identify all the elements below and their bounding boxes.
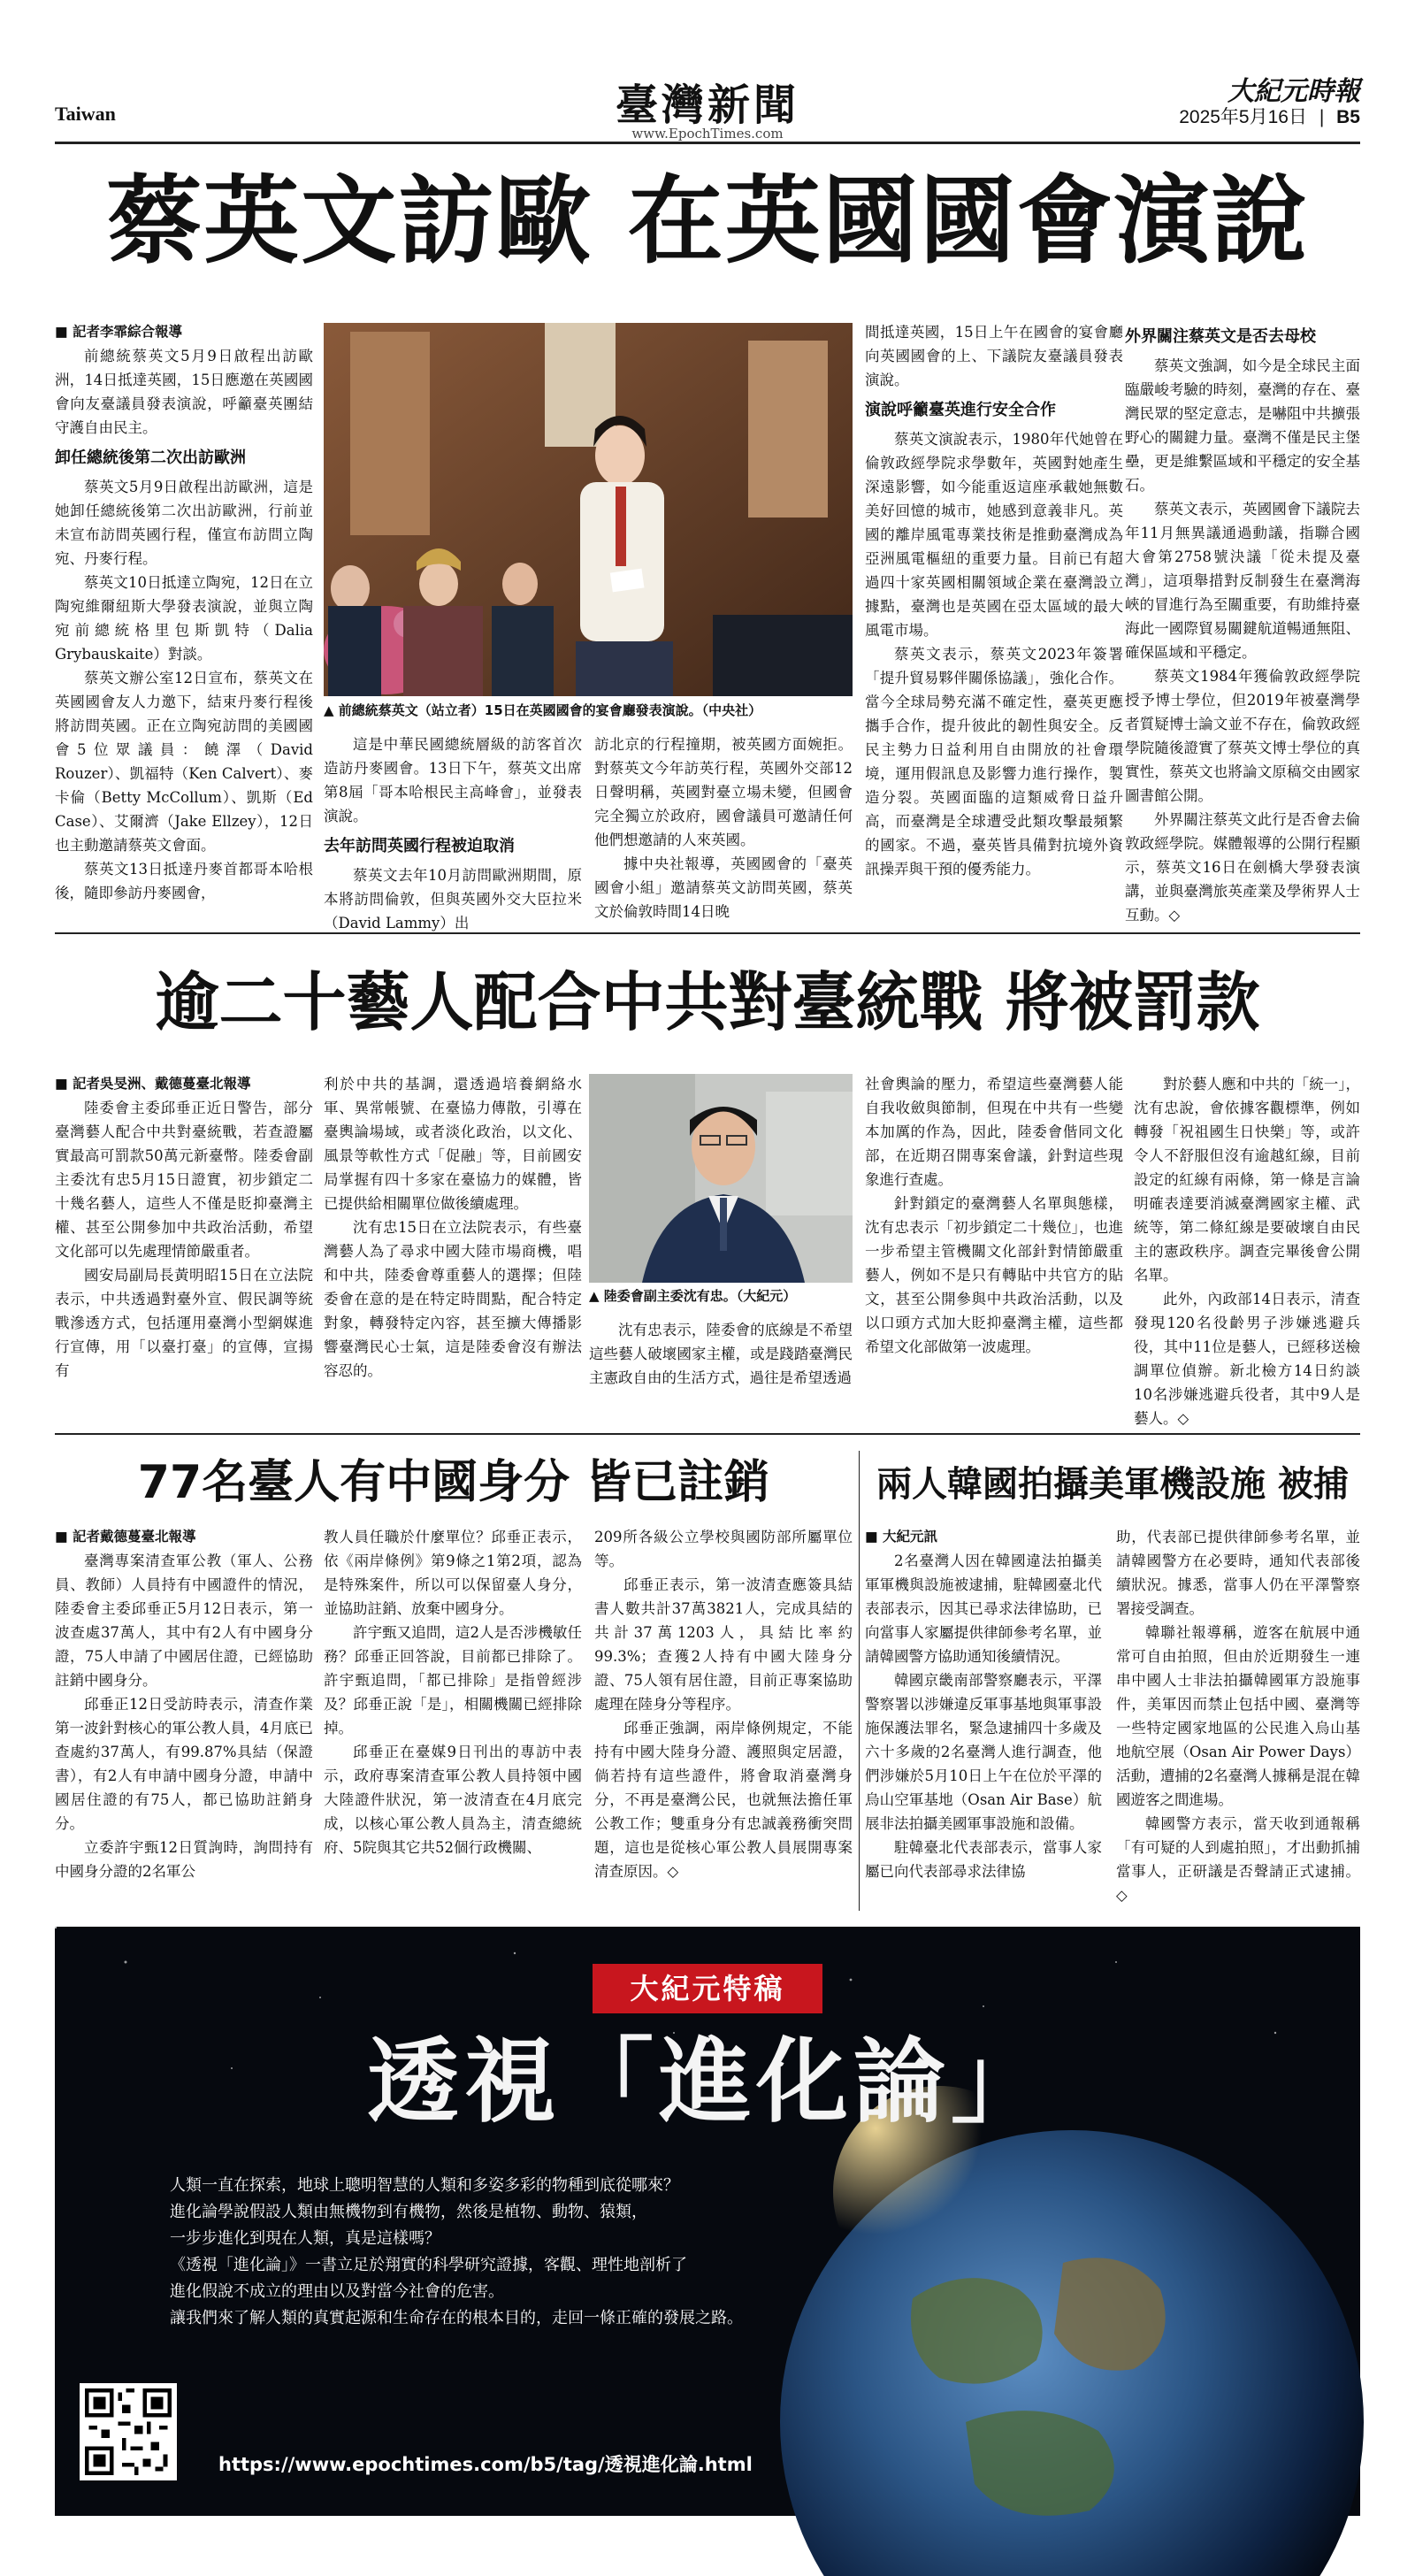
paragraph: 韓聯社報導稱，遊客在航展中通常可自由拍照，但由於近期發生一連串中國人士非法拍攝韓國軍方設施事件，美軍因而禁止包括中國、臺灣等一些特定國家地區的公民進入烏山基地航空展（Osan Air Power Days）活動，遭捕的2名臺灣人據稱是混在韓國遊客之間進場。 [1116, 1624, 1360, 1808]
article1-col2 [324, 732, 582, 932]
article1-col3 [594, 732, 853, 922]
byline: ■ 大紀元訊 [865, 1529, 938, 1545]
article1-col1 [55, 320, 313, 922]
banner-badge: 大紀元特稿 [593, 1964, 822, 2013]
paragraph: 邱垂正12日受訪時表示，清查作業第一波針對核心的軍公教人員，4月底已查處約37萬人，有99.87%具結（保證書），有2人有申請中國身分證，申請中國居住證的有75人，都已協助註銷身分。 [55, 1696, 313, 1832]
paragraph: 蔡英文1984年獲倫敦政經學院授予博士學位，但2019年被臺灣學者質疑博士論文並不存在，倫敦政經學院隨後證實了蔡英文博士學位的真實性，蔡英文也將論文原稿交由國家圖書館公開。 [1125, 668, 1360, 804]
banner-title: 透視「進化論」 [366, 2028, 1048, 2135]
banner-line: 《透視「進化論」》一書立足於翔實的科學研究證據，客觀、理性地剖析了 [170, 2256, 687, 2274]
date: 2025年5月16日 [1179, 107, 1307, 127]
subhead: 去年訪問英國行程被迫取消 [324, 837, 515, 855]
paragraph: 蔡英文10日抵達立陶宛，12日在立陶宛維爾紐斯大學發表演說，並與立陶宛前總統格里包斯凱特（Dalia Grybauskaite）對談。 [55, 574, 313, 663]
byline: ■ 記者李霏綜合報導 [55, 324, 183, 340]
paragraph: 駐韓臺北代表部表示，當事人家屬已向代表部尋求法律協 [865, 1839, 1102, 1880]
paragraph: 訪北京的行程撞期，被英國方面婉拒。對蔡英文今年訪英行程，英國外交部12日聲明稱，英國對臺立場未變，但國會完全獨立於政府，國會議員可邀請任何他們想邀請的人來英國。 [594, 736, 853, 848]
photo-caption: ▲ 陸委會副主委沈有忠。（大紀元） [589, 1288, 797, 1304]
region-label: Taiwan [55, 103, 116, 125]
paragraph: 外界關注蔡英文此行是否會去倫敦政經學院。媒體報導的公開行程顯示，蔡英文16日在劍橋大學發表演講，並與臺灣旅英產業及學術界人士互動。◇ [1125, 811, 1360, 924]
subhead: 卸任總統後第二次出訪歐洲 [55, 448, 246, 467]
paragraph: 邱垂正表示，第一波清查應簽具結書人數共計37萬3821人，完成具結的共計37萬1203人，具結比率約99.3%；查獲2人持有中國大陸身分證、75人領有居住證，目前正專案協助處理在陸身分等程序。 [594, 1576, 853, 1713]
article4-headline: 兩人韓國拍攝美軍機設施 被捕 [876, 1464, 1349, 1505]
paragraph: 據中央社報導，英國國會的「臺英國會小組」邀請蔡英文訪問英國，蔡英文於倫敦時間14日晚 [594, 855, 853, 920]
divider-1 [55, 932, 1360, 934]
paragraph: 蔡英文辦公室12日宣布，蔡英文在英國國會友人力邀下，結束丹麥行程後將訪問英國。正在立陶宛訪問的美國國會5位眾議員：饒澤（David Rouzer）、凱福特（Ken Calvert）、麥卡倫（Betty McCollum）、凱斯（Ed Case）、艾爾濟（Jake Ellzey），12日也主動邀請蔡英文會面。 [55, 670, 313, 854]
article2-col5 [1134, 1072, 1360, 1444]
paragraph: 利於中共的基調，還透過培養網絡水軍、異常帳號、在臺協力傳散，引導在臺輿論場域，或者淡化政治，以文化、風景等軟性方式「促融」等，目前國安局掌握有四十多家在臺協力的媒體，皆已提供給相關單位做後續處理。 [324, 1076, 582, 1212]
banner-line: 人類一直在探索，地球上聰明智慧的人類和多姿多彩的物種到底從哪來？ [170, 2176, 679, 2195]
paragraph: 間抵達英國，15日上午在國會的宴會廳向英國國會的上、下議院友臺議員發表演說。 [865, 324, 1123, 388]
photo-shen-youzhong [589, 1074, 853, 1283]
photo-tsai-speech [324, 323, 853, 696]
paragraph: 蔡英文表示，英國國會下議院去年11月無異議通過動議，指聯合國大會第2758號決議「從未提及臺灣」，這項舉措對反制發生在臺灣海峽的冒進行為至關重要，有助維持臺海此一國際貿易關鍵航道暢通無阻、確保區域和平穩定。 [1125, 501, 1360, 661]
banner-text [170, 2173, 966, 2332]
paragraph: 沈有忠15日在立法院表示，有些臺灣藝人為了尋求中國大陸市場商機，唱和中共，陸委會尊重藝人的選擇；但陸委會在意的是在特定時間點，配合特定對象，轉發特定內容，甚至擴大傳播影響臺灣民心士氣，這是陸委會沒有辦法容忍的。 [324, 1219, 582, 1379]
paragraph: 前總統蔡英文5月9日啟程出訪歐洲，14日抵達英國，15日應邀在英國國會向友臺議員發表演說，呼籲臺英團結守護自由民主。 [55, 348, 313, 436]
paragraph: 此外，內政部14日表示，清查發現120名役齡男子涉嫌逃避兵役，其中11位是藝人，已經移送檢調單位偵辦。新北檢方14日約談10名涉嫌逃避兵役者，其中9人是藝人。◇ [1134, 1291, 1360, 1427]
paragraph: 蔡英文13日抵達丹麥首都哥本哈根後，隨即參訪丹麥國會， [55, 861, 313, 901]
photo-caption: ▲ 前總統蔡英文（站立者）15日在英國國會的宴會廳發表演說。（中央社） [324, 702, 762, 718]
article2-col4 [865, 1072, 1123, 1444]
brand-logo: 大紀元時報 [1228, 76, 1360, 107]
paragraph: 韓國京畿南部警察廳表示，平澤警察署以涉嫌違反軍事基地與軍事設施保護法罪名，緊急逮捕四十多歲及六十多歲的2名臺灣人進行調查，他們涉嫌於5月10日上午在位於平澤的烏山空軍基地（Osan Air Base）航展非法拍攝美國軍事設施和設備。 [865, 1672, 1102, 1832]
paragraph: 209所各級公立學校與國防部所屬單位等。 [594, 1529, 853, 1569]
article3-headline: 77名臺人有中國身分 皆已註銷 [137, 1456, 770, 1509]
article3-col3 [594, 1525, 853, 1914]
subhead: 外界關注蔡英文是否去母校 [1125, 327, 1316, 346]
banner-line: 一步步進化到現在人類，真是這樣嗎？ [170, 2229, 440, 2248]
paragraph: 對於藝人應和中共的「統一」，沈有忠說，會依據客觀標準，例如轉發「祝祖國生日快樂」等，或許令人不舒服但沒有逾越紅線，目前設定的紅線有兩條，第一條是言論明確表達要消滅臺灣國家主權、武統等，第二條紅線是要破壞自由民主的憲政秩序。調查完畢後會公開名單。 [1134, 1076, 1360, 1284]
paragraph: 沈有忠表示，陸委會的底線是不希望這些藝人破壞國家主權，或是踐踏臺灣民主憲政自由的生活方式，過往是希望透過 [589, 1322, 853, 1386]
paragraph: 教人員任職於什麼單位？邱垂正表示，依《兩岸條例》第9條之1第2項，認為是特殊案件，所以可以保留臺人身分，並協助註銷、放棄中國身分。 [324, 1529, 582, 1617]
paragraph: 邱垂正在臺媒9日刊出的專訪中表示，政府專案清查軍公教人員持領中國大陸證件狀況，第一波清查在4月底完成，以核心軍公教人員為主，清查總統府、5院與其它共52個行政機關、 [324, 1744, 582, 1856]
page-number: B5 [1336, 107, 1360, 127]
paragraph: 臺灣專案清查軍公教（軍人、公務員、教師）人員持有中國證件的情況，陸委會主委邱垂正5月12日表示，第一波查處37萬人，其中有2人有中國身分證，75人申請了中國居住證，已經協助註銷中國身分。 [55, 1552, 313, 1689]
banner-url[interactable]: https://www.epochtimes.com/b5/tag/透視進化論.html [218, 2454, 753, 2475]
qr-code-icon[interactable] [80, 2383, 177, 2480]
paragraph: 社會輿論的壓力，希望這些臺灣藝人能自我收斂與節制，但現在中共有一些變本加厲的作為，因此，陸委會偕同文化部，在近期召開專案會議，針對這些現象進行查處。 [865, 1076, 1123, 1188]
article1-col4 [865, 320, 1123, 922]
paragraph: 陸委會主委邱垂正近日警告，部分臺灣藝人配合中共對臺統戰，若查證屬實最高可罰款50萬元新臺幣。陸委會副主委沈有忠5月15日證實，初步鎖定二十幾名藝人，這些人不僅是貶抑臺灣主權、甚至公開參加中共政治活動，希望文化部可以先處理情節嚴重者。 [55, 1100, 313, 1260]
article4-col1 [865, 1525, 1102, 1914]
header-rule [55, 142, 1360, 144]
paragraph: 許宇甄又追問，這2人是否涉機敏任務？邱垂正回答說，目前都已排除了。許宇甄追問，「都已排除」是指曾經涉及？邱垂正說「是」，相關機關已經排除掉。 [324, 1624, 582, 1736]
article3-col2 [324, 1525, 582, 1914]
banner-line: 進化論學說假設人類由無機物到有機物，然後是植物、動物、猿類， [170, 2203, 647, 2221]
paragraph: 蔡英文表示，蔡英文2023年簽署「提升貿易夥伴關係協議」，強化合作。當今全球局勢充滿不確定性，臺英更應攜手合作，提升彼此的韌性與安全。反民主勢力日益利用自由開放的社會環境，運用假訊息及影響力進行操作，製造分裂。英國面臨的這類威脅日益升高，而臺灣是全球遭受此類攻擊最頻繁的國家。不過，臺英皆具備對抗境外資訊操弄與干預的優秀能力。 [865, 646, 1123, 878]
banner-line: 進化假說不成立的理由以及對當今社會的危害。 [170, 2282, 504, 2301]
paragraph: 針對鎖定的臺灣藝人名單與態樣，沈有忠表示「初步鎖定二十幾位」，也進一步希望主管機關文化部針對情節嚴重藝人，例如不是只有轉貼中共官方的貼文，甚至公開參與中共政治活動，以及以口頭方式加大貶抑臺灣主權，這些都希望文化部做第一波處理。 [865, 1195, 1123, 1355]
website[interactable]: www.EpochTimes.com [631, 126, 784, 142]
page-date [1179, 103, 1360, 129]
paragraph: 立委許宇甄12日質詢時，詢問持有中國身分證的2名軍公 [55, 1839, 313, 1880]
paragraph: 蔡英文5月9日啟程出訪歐洲，這是她卸任總統後第二次出訪歐洲，行前並未宣布訪問英國行程，僅宣布訪問立陶宛、丹麥行程。 [55, 479, 313, 567]
article2-headline: 逾二十藝人配合中共對臺統戰 將被罰款 [155, 965, 1260, 1039]
divider-2 [55, 1433, 1360, 1435]
paragraph: 國安局副局長黃明昭15日在立法院表示，中共透過對臺外宣、假民調等統戰滲透方式，包括運用臺灣小型網媒進行宣傳，用「以臺打臺」的宣傳，宣揚有 [55, 1267, 313, 1379]
article1-col5 [1123, 320, 1360, 922]
article2-col1 [55, 1072, 313, 1444]
byline: ■ 記者戴德蔓臺北報導 [55, 1529, 196, 1545]
paragraph: 助，代表部已提供律師參考名單，並請韓國警方在必要時，通知代表部後續狀況。據悉，當事人仍在平澤警察署接受調查。 [1116, 1529, 1360, 1617]
article2-col2 [324, 1072, 582, 1444]
byline: ■ 記者吳旻洲、戴德蔓臺北報導 [55, 1076, 251, 1092]
section-title: 臺灣新聞 [615, 80, 799, 130]
article2-col3 [589, 1318, 853, 1444]
paragraph: 邱垂正強調，兩岸條例規定，不能持有中國大陸身分證、護照與定居證，倘若持有這些證件，將會取消臺灣身分，不再是臺灣公民，也就無法擔任軍公教工作；雙重身分有忠誠義務衝突問題，這也是從核心軍公教人員展開專案清查原因。◇ [594, 1720, 853, 1880]
article3-col1 [55, 1525, 313, 1914]
promo-banner[interactable] [55, 1927, 1360, 2516]
banner-line: 讓我們來了解人類的真實起源和生命存在的根本目的，走回一條正確的發展之路。 [170, 2309, 743, 2327]
paragraph: 蔡英文強調，如今是全球民主面臨嚴峻考驗的時刻，臺灣的存在、臺灣民眾的堅定意志，是嚇阻中共擴張野心的關鍵力量。臺灣不僅是民主堡壘，更是維繫區域和平穩定的安全基石。 [1125, 357, 1360, 494]
article1-headline: 蔡英文訪歐 在英國國會演說 [106, 165, 1309, 277]
paragraph: 2名臺灣人因在韓國違法拍攝美軍軍機與設施被逮捕，駐韓國臺北代表部表示，因其已尋求法律協助，已向當事人家屬提供律師參考名單，並請韓國警方協助通知後續情況。 [865, 1552, 1102, 1665]
divider: | [1319, 107, 1325, 127]
paragraph: 韓國警方表示，當天收到通報稱「有可疑的人到處拍照」，才出動抓捕當事人，正研議是否聲請正式逮捕。◇ [1116, 1815, 1360, 1904]
paragraph: 蔡英文去年10月訪問歐洲期間，原本將訪問倫敦，但與英國外交大臣拉米（David Lammy）出 [324, 867, 582, 932]
paragraph: 蔡英文演說表示，1980年代她曾在倫敦政經學院求學數年，英國對她產生深遠影響，如今能重返這座承載她無數美好回憶的城市，她感到意義非凡。英國的離岸風電專業技術是推動臺灣成為亞洲風電樞紐的重要力量。目前已有超過四十家英國相關領域企業在臺灣設立據點，臺灣也是英國在亞太區域的最大風電市場。 [865, 431, 1123, 639]
subhead: 演說呼籲臺英進行安全合作 [865, 401, 1056, 419]
vertical-divider [859, 1451, 860, 1911]
article4-col2 [1116, 1525, 1360, 1914]
paragraph: 這是中華民國總統層級的訪客首次造訪丹麥國會。13日下午，蔡英文出席第8屆「哥本哈根民主高峰會」，並發表演說。 [324, 736, 582, 824]
